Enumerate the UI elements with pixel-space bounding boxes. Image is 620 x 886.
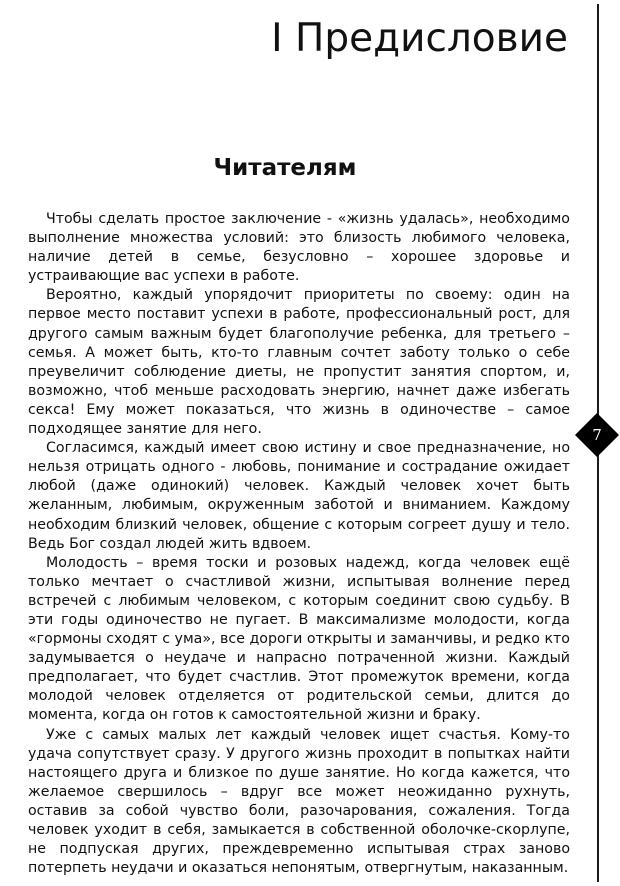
chapter-title: I Предисловие: [271, 16, 568, 61]
paragraph-1: Чтобы сделать простое заключение - «жизнь удалась», необходимо выполнение множества условий: это близость любимого человека, наличие детей в семье, безусловно – хорошее здоровье и устраивающие вас успехи в работе.: [28, 211, 570, 285]
paragraph-4: Молодость – время тоски и розовых надежд, когда человек ещё только мечтает о счастливой жизни, испытывая волнение перед встречей с любимым человеком, с которым соединит свою судьбу. В эти годы одиночество не пугает. В максимализме молодости, когда «гормоны сходят с ума», все дороги открыты и заманчивы, и редко кто задумывается о неудаче и напрасно потраченной жизни. Каждый предполагает, что будет счастлив. Этот промежуток времени, когда молодой человек отделяется от родительской семьи, длится до момента, когда он готов к самостоятельной жизни и браку.: [28, 554, 570, 724]
paragraph-5: Уже с самых малых лет каждый человек ищет счастья. Кому-то удача сопутствует сразу. У другого жизнь проходит в попытках найти настоящего друга и близкое по душе занятие. Но когда кажется, что желаемое свершилось – вдруг все может неожиданно рухнуть, оставив за собой чувство боли, разочарования, сожаления. Тогда человек уходит в себя, замыкается в собственной оболочке-скорлупе, не подпуская других, преждевременно испытывая страх заново потерпеть неудачи и оказаться непонятым, отвергнутым, наказанным.: [28, 726, 570, 877]
paragraph-3: Согласимся, каждый имеет свою истину и свое предназначение, но нельзя отрицать одного - любовь, понимание и сострадание ожидает любой (даже одинокий) человек. Каждый человек хочет быть желанным, любимым, окруженным заботой и вниманием. Каждому необходим близкий человек, общение с которым согреет душу и тело. Ведь Бог создал людей жить вдвоем.: [28, 440, 570, 552]
page-number: 7: [592, 426, 602, 444]
page-number-marker: [574, 412, 620, 458]
body-text: [28, 210, 570, 878]
paragraph-2: Вероятно, каждый упорядочит приоритеты по своему: один на первое место поставит успехи в работе, профессиональный рост, для другого самым важным будет благополучие ребенка, для третьего – семья. А может быть, кто-то главным сочтет заботу только о себе преувеличит соблюдение диеты, не пропустит занятия спортом, и, возможно, чтоб меньше расходовать энергию, начнет даже избегать секса! Ему может показаться, что жизнь в одиночестве – самое подходящее занятие для него.: [28, 287, 570, 438]
section-title: Читателям: [213, 155, 357, 181]
